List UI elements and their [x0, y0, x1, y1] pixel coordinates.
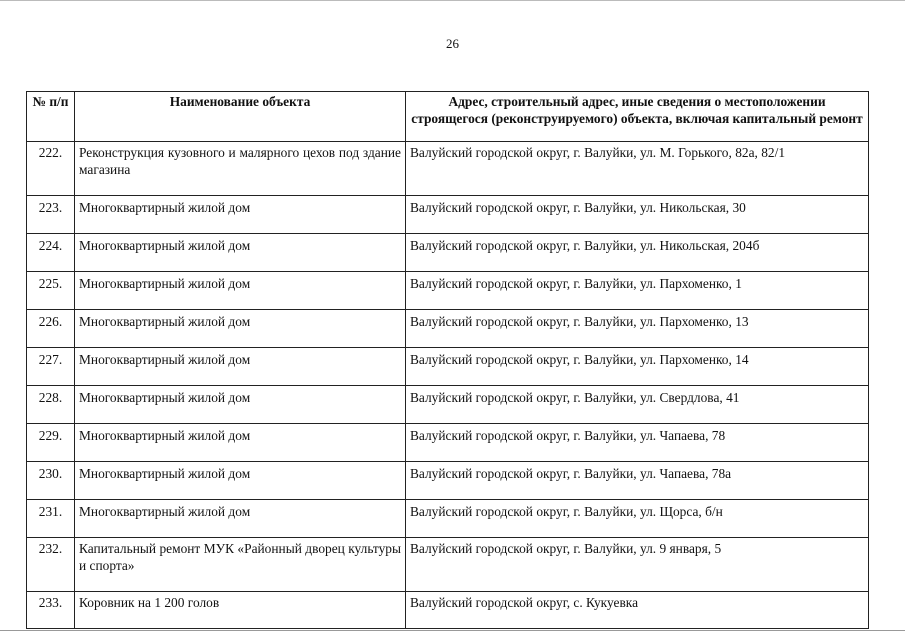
header-name: Наименование объекта	[75, 92, 406, 142]
table-row	[27, 538, 869, 592]
table-row	[27, 196, 869, 234]
row-num: 226.	[27, 310, 75, 348]
row-num: 232.	[27, 538, 75, 592]
row-address: Валуйский городской округ, г. Валуйки, ул. Пархоменко, 1	[406, 272, 869, 310]
table-row	[27, 386, 869, 424]
table-row	[27, 500, 869, 538]
row-num: 230.	[27, 462, 75, 500]
table-header-row	[27, 92, 869, 142]
row-name: Многоквартирный жилой дом	[75, 310, 406, 348]
row-num: 229.	[27, 424, 75, 462]
row-name: Многоквартирный жилой дом	[75, 234, 406, 272]
row-name: Многоквартирный жилой дом	[75, 196, 406, 234]
objects-table	[26, 91, 869, 629]
row-name: Многоквартирный жилой дом	[75, 462, 406, 500]
row-address: Валуйский городской округ, г. Валуйки, ул. Пархоменко, 14	[406, 348, 869, 386]
row-num: 222.	[27, 142, 75, 196]
scan-top-edge	[0, 0, 905, 1]
row-name: Реконструкция кузовного и малярного цехов под здание магазина	[75, 142, 406, 196]
row-name: Многоквартирный жилой дом	[75, 386, 406, 424]
row-address: Валуйский городской округ, г. Валуйки, ул. Никольская, 30	[406, 196, 869, 234]
row-num: 228.	[27, 386, 75, 424]
row-num: 233.	[27, 592, 75, 629]
page-number: 26	[446, 36, 459, 51]
table-row	[27, 424, 869, 462]
row-address: Валуйский городской округ, г. Валуйки, ул. М. Горького, 82а, 82/1	[406, 142, 869, 196]
row-num: 231.	[27, 500, 75, 538]
table-row	[27, 592, 869, 629]
table-row	[27, 142, 869, 196]
row-num: 224.	[27, 234, 75, 272]
table-row	[27, 348, 869, 386]
row-name: Коровник на 1 200 голов	[75, 592, 406, 629]
row-address: Валуйский городской округ, г. Валуйки, ул. Никольская, 204б	[406, 234, 869, 272]
row-address: Валуйский городской округ, г. Валуйки, ул. Свердлова, 41	[406, 386, 869, 424]
row-num: 227.	[27, 348, 75, 386]
table-row	[27, 310, 869, 348]
row-address: Валуйский городской округ, г. Валуйки, ул. Щорса, б/н	[406, 500, 869, 538]
table-row	[27, 234, 869, 272]
scan-bottom-edge	[0, 630, 905, 631]
row-name: Многоквартирный жилой дом	[75, 500, 406, 538]
row-address: Валуйский городской округ, г. Валуйки, ул. 9 января, 5	[406, 538, 869, 592]
row-name: Многоквартирный жилой дом	[75, 348, 406, 386]
row-name: Капитальный ремонт МУК «Районный дворец культуры и спорта»	[75, 538, 406, 592]
table-row	[27, 462, 869, 500]
row-name: Многоквартирный жилой дом	[75, 272, 406, 310]
header-address: Адрес, строительный адрес, иные сведения о местоположении строящегося (реконструируемого) объекта, включая капитальный ремонт	[406, 92, 869, 142]
row-address: Валуйский городской округ, с. Кукуевка	[406, 592, 869, 629]
row-name: Многоквартирный жилой дом	[75, 424, 406, 462]
header-num: № п/п	[27, 92, 75, 142]
row-address: Валуйский городской округ, г. Валуйки, ул. Пархоменко, 13	[406, 310, 869, 348]
row-num: 225.	[27, 272, 75, 310]
row-address: Валуйский городской округ, г. Валуйки, ул. Чапаева, 78	[406, 424, 869, 462]
row-num: 223.	[27, 196, 75, 234]
table-row	[27, 272, 869, 310]
row-address: Валуйский городской округ, г. Валуйки, ул. Чапаева, 78а	[406, 462, 869, 500]
